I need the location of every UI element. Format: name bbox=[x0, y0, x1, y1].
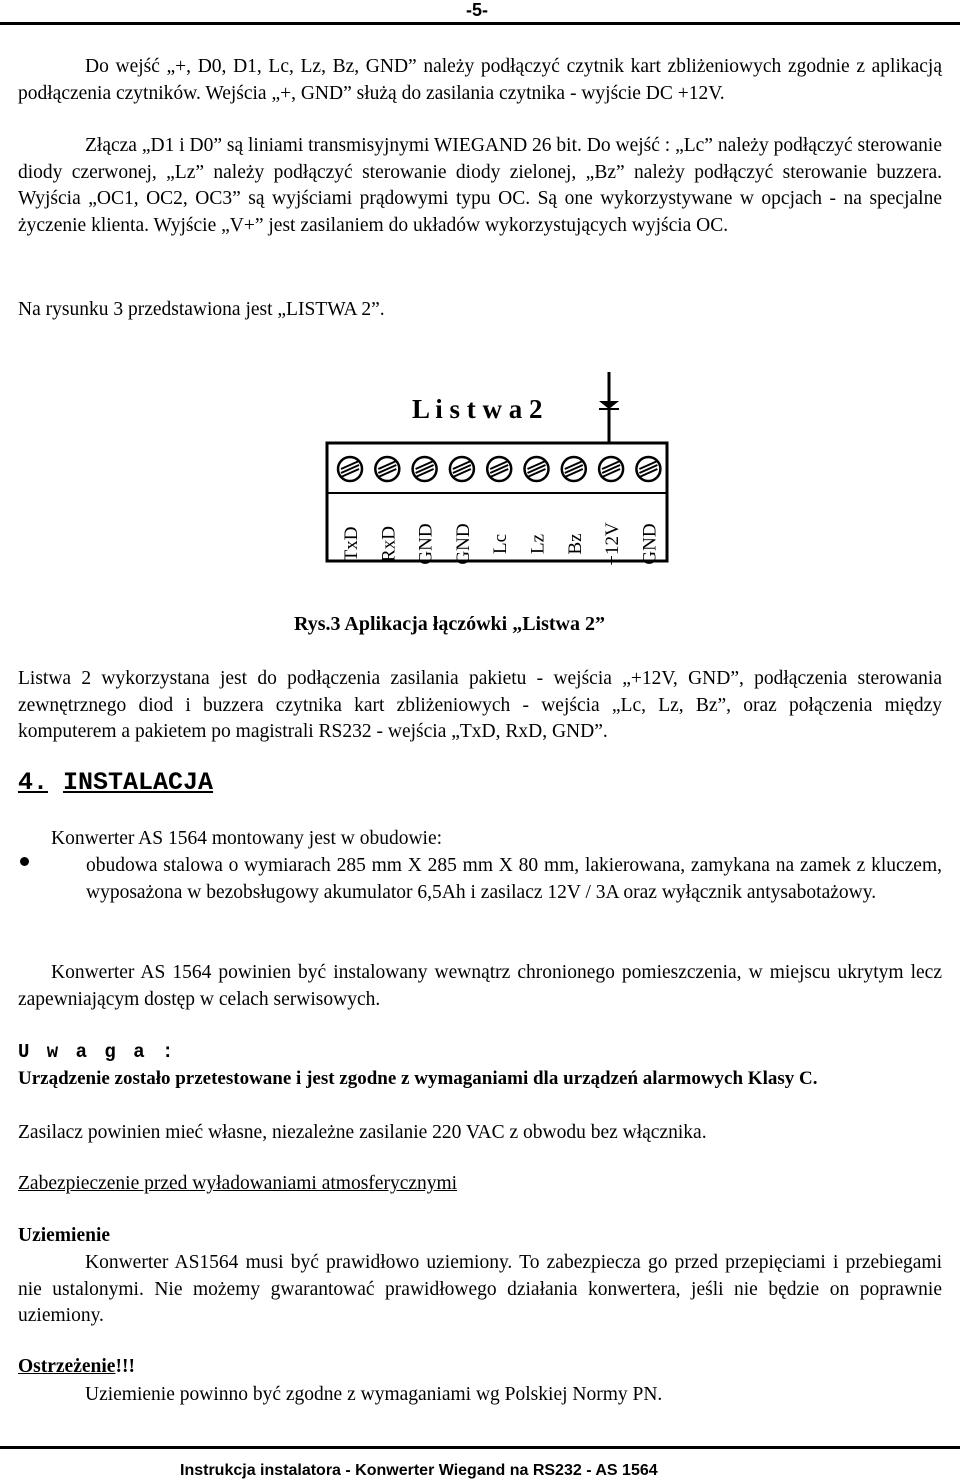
section-heading: 4. INSTALACJA bbox=[18, 768, 214, 797]
terminal-label: GND bbox=[639, 523, 661, 565]
grounding-title: Uziemienie bbox=[18, 1225, 111, 1246]
uwaga-class-c: Urządzenie zostało przetestowane i jest zgodne z wymaganiami dla urządzeń alarmowych Klasy C. bbox=[18, 1068, 818, 1089]
paragraph-placement: Konwerter AS 1564 powinien być instalowany wewnątrz chronionego pomieszczenia, w miejscu ukrytym lecz zapewniającym dostęp w celach serwisowych. bbox=[18, 962, 942, 1010]
bullet-dot bbox=[20, 857, 29, 866]
terminal-screw-icon bbox=[375, 457, 399, 481]
zasilacz-note: Zasilacz powinien mieć własne, niezależne zasilanie 220 VAC z obwodu bez włącznika. bbox=[18, 1122, 707, 1143]
terminal-screw-icon bbox=[599, 457, 623, 481]
terminal-screw-icon bbox=[413, 457, 437, 481]
terminal-label: Lc bbox=[490, 533, 512, 555]
bullet-item: obudowa stalowa o wymiarach 285 mm X 285 mm X 80 mm, lakierowana, zamykana na zamek z kluczem, wyposażona w bezobsługowy akumulator 6,5Ah i zasilacz 12V / 3A oraz wyłącznik antysabotażowy. bbox=[86, 855, 942, 903]
terminal-label: Lz bbox=[527, 533, 549, 555]
protection-title: Zabezpieczenie przed wyładowaniami atmosferycznymi bbox=[18, 1173, 458, 1194]
terminal-label: Bz bbox=[564, 533, 586, 555]
install-intro: Konwerter AS 1564 montowany jest w obudowie: bbox=[51, 828, 443, 849]
warning-text: Uziemienie powinno być zgodne z wymaganiami wg Polskiej Normy PN. bbox=[85, 1384, 663, 1405]
terminal-screw-icon bbox=[487, 457, 511, 481]
terminal-screw-icon bbox=[450, 457, 474, 481]
grounding-text: Konwerter AS1564 musi być prawidłowo uziemiony. To zabezpiecza go przed przepięciami i przebiegami nie ustalonymi. Nie możemy gwarantować prawidłowego działania konwertera, jeśli nie będzie on poprawnie uziemiony. bbox=[18, 1252, 942, 1326]
paragraph-inputs: Do wejść „+, D0, D1, Lc, Lz, Bz, GND” należy podłączyć czytnik kart zbliżeniowych zgodnie z aplikacją podłączenia czytników. Wejścia „+, GND” służą do zasilania czytnika - wyjście DC +12V. bbox=[18, 56, 942, 104]
paragraph-listwa-usage: Listwa 2 wykorzystana jest do podłączenia zasilania pakietu - wejścia „+12V, GND”, podłączenia sterowania zewnętrznego diod i buzzera czytnika kart zbliżeniowych - wejścia „Lc, Lz, Bz”, oraz połączenia między komputerem a pakietem po magistrali RS232 - wejścia „TxD, RxD, GND”. bbox=[18, 668, 942, 742]
figure-caption: Rys.3 Aplikacja łączówki „Listwa 2” bbox=[294, 613, 605, 635]
page-number: -5- bbox=[466, 0, 488, 20]
terminal-screw-icon bbox=[525, 457, 549, 481]
paragraph-wiegand: Złącza „D1 i D0” są liniami transmisyjnymi WIEGAND 26 bit. Do wejść : „Lc” należy podłączyć sterowanie diody czerwonej, „Lz” należy podłączyć sterowanie diody zielonej, „Bz” należy podłączyć sterowanie buzzera. Wyjścia „OC1, OC2, OC3” są wyjściami prądowymi typu OC. Są one wykorzystywane w opcjach - na specjalne życzenie klienta. Wyjście „V+” jest zasilaniem do układów wykorzystujących wyjścia OC. bbox=[18, 135, 942, 236]
terminal-label: GND bbox=[452, 523, 474, 565]
terminal-label: +12V bbox=[602, 522, 624, 566]
listwa-2-diagram bbox=[320, 368, 680, 568]
warning-title: Ostrzeżenie!!! bbox=[18, 1356, 135, 1377]
terminal-screw-icon bbox=[636, 457, 660, 481]
diagram-title: L i s t w a 2 bbox=[412, 394, 543, 424]
terminal-label: TxD bbox=[341, 526, 362, 562]
footer: Instrukcja instalatora - Konwerter Wiegand na RS232 - AS 1564 bbox=[180, 1462, 658, 1479]
paragraph-figure-ref: Na rysunku 3 przedstawiona jest „LISTWA 2”. bbox=[18, 299, 385, 320]
terminal-screw-icon bbox=[562, 457, 586, 481]
terminal-label: GND bbox=[415, 523, 437, 565]
terminal-label: RxD bbox=[378, 526, 400, 562]
diode-symbol bbox=[599, 401, 619, 409]
terminal-screw-icon bbox=[338, 457, 362, 481]
uwaga-label: U w a g a : bbox=[18, 1041, 177, 1063]
bottom-rule bbox=[0, 1446, 960, 1449]
top-rule bbox=[0, 22, 960, 25]
